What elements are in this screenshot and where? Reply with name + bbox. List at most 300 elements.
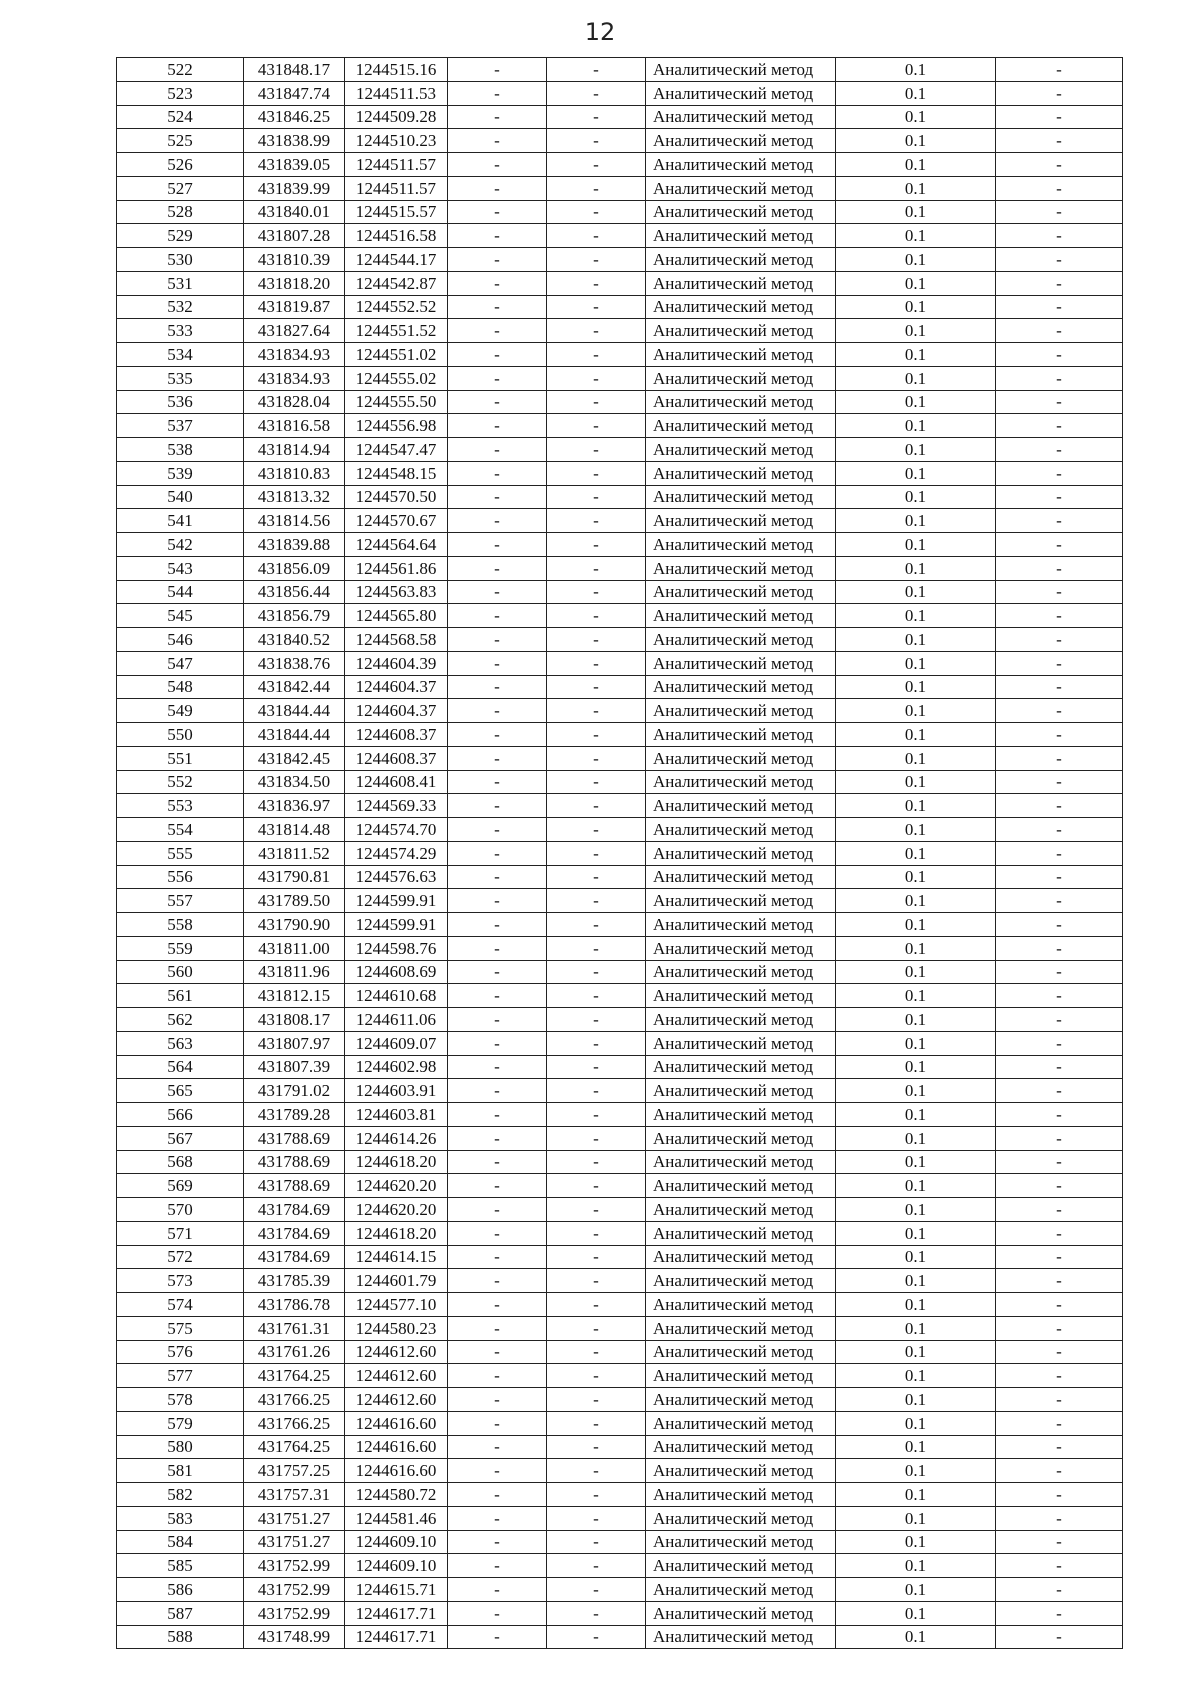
blank-cell-1: - xyxy=(448,984,547,1008)
y-coordinate-cell: 1244510.23 xyxy=(345,129,448,153)
point-number-cell: 577 xyxy=(117,1364,244,1388)
x-coordinate-cell: 431766.25 xyxy=(244,1388,345,1412)
description-cell: - xyxy=(996,746,1123,770)
method-cell: Аналитический метод xyxy=(646,746,836,770)
table-row xyxy=(117,794,1123,818)
blank-cell-1: - xyxy=(448,343,547,367)
point-number-cell: 556 xyxy=(117,865,244,889)
accuracy-cell: 0.1 xyxy=(836,224,996,248)
accuracy-cell: 0.1 xyxy=(836,81,996,105)
description-cell: - xyxy=(996,176,1123,200)
blank-cell-1: - xyxy=(448,81,547,105)
point-number-cell: 581 xyxy=(117,1459,244,1483)
table-row xyxy=(117,295,1123,319)
blank-cell-2: - xyxy=(547,295,646,319)
accuracy-cell: 0.1 xyxy=(836,936,996,960)
method-cell: Аналитический метод xyxy=(646,1340,836,1364)
accuracy-cell: 0.1 xyxy=(836,1364,996,1388)
blank-cell-2: - xyxy=(547,1055,646,1079)
method-cell: Аналитический метод xyxy=(646,366,836,390)
method-cell: Аналитический метод xyxy=(646,129,836,153)
blank-cell-2: - xyxy=(547,1079,646,1103)
y-coordinate-cell: 1244603.81 xyxy=(345,1103,448,1127)
table-row xyxy=(117,699,1123,723)
blank-cell-2: - xyxy=(547,580,646,604)
description-cell: - xyxy=(996,1198,1123,1222)
y-coordinate-cell: 1244609.07 xyxy=(345,1031,448,1055)
description-cell: - xyxy=(996,1483,1123,1507)
point-number-cell: 584 xyxy=(117,1530,244,1554)
point-number-cell: 564 xyxy=(117,1055,244,1079)
method-cell: Аналитический метод xyxy=(646,224,836,248)
point-number-cell: 566 xyxy=(117,1103,244,1127)
y-coordinate-cell: 1244601.79 xyxy=(345,1269,448,1293)
description-cell: - xyxy=(996,1364,1123,1388)
x-coordinate-cell: 431846.25 xyxy=(244,105,345,129)
y-coordinate-cell: 1244599.91 xyxy=(345,889,448,913)
x-coordinate-cell: 431752.99 xyxy=(244,1601,345,1625)
blank-cell-1: - xyxy=(448,248,547,272)
x-coordinate-cell: 431766.25 xyxy=(244,1411,345,1435)
accuracy-cell: 0.1 xyxy=(836,1340,996,1364)
x-coordinate-cell: 431790.90 xyxy=(244,913,345,937)
blank-cell-1: - xyxy=(448,485,547,509)
point-number-cell: 554 xyxy=(117,818,244,842)
description-cell: - xyxy=(996,1554,1123,1578)
point-number-cell: 587 xyxy=(117,1601,244,1625)
point-number-cell: 527 xyxy=(117,176,244,200)
accuracy-cell: 0.1 xyxy=(836,651,996,675)
y-coordinate-cell: 1244565.80 xyxy=(345,604,448,628)
point-number-cell: 526 xyxy=(117,153,244,177)
blank-cell-1: - xyxy=(448,818,547,842)
accuracy-cell: 0.1 xyxy=(836,1174,996,1198)
description-cell: - xyxy=(996,1578,1123,1602)
accuracy-cell: 0.1 xyxy=(836,1198,996,1222)
description-cell: - xyxy=(996,1411,1123,1435)
method-cell: Аналитический метод xyxy=(646,248,836,272)
description-cell: - xyxy=(996,841,1123,865)
y-coordinate-cell: 1244618.20 xyxy=(345,1150,448,1174)
description-cell: - xyxy=(996,1103,1123,1127)
blank-cell-1: - xyxy=(448,509,547,533)
point-number-cell: 578 xyxy=(117,1388,244,1412)
blank-cell-2: - xyxy=(547,509,646,533)
blank-cell-2: - xyxy=(547,1554,646,1578)
accuracy-cell: 0.1 xyxy=(836,200,996,224)
point-number-cell: 528 xyxy=(117,200,244,224)
accuracy-cell: 0.1 xyxy=(836,604,996,628)
accuracy-cell: 0.1 xyxy=(836,770,996,794)
table-row xyxy=(117,1221,1123,1245)
description-cell: - xyxy=(996,1293,1123,1317)
point-number-cell: 573 xyxy=(117,1269,244,1293)
point-number-cell: 563 xyxy=(117,1031,244,1055)
description-cell: - xyxy=(996,1008,1123,1032)
description-cell: - xyxy=(996,390,1123,414)
description-cell: - xyxy=(996,1126,1123,1150)
method-cell: Аналитический метод xyxy=(646,1293,836,1317)
table-row xyxy=(117,1269,1123,1293)
point-number-cell: 553 xyxy=(117,794,244,818)
method-cell: Аналитический метод xyxy=(646,1269,836,1293)
blank-cell-2: - xyxy=(547,604,646,628)
y-coordinate-cell: 1244569.33 xyxy=(345,794,448,818)
method-cell: Аналитический метод xyxy=(646,1198,836,1222)
x-coordinate-cell: 431784.69 xyxy=(244,1221,345,1245)
point-number-cell: 531 xyxy=(117,271,244,295)
blank-cell-2: - xyxy=(547,936,646,960)
point-number-cell: 582 xyxy=(117,1483,244,1507)
point-number-cell: 525 xyxy=(117,129,244,153)
x-coordinate-cell: 431810.39 xyxy=(244,248,345,272)
blank-cell-1: - xyxy=(448,1079,547,1103)
description-cell: - xyxy=(996,865,1123,889)
blank-cell-2: - xyxy=(547,1103,646,1127)
method-cell: Аналитический метод xyxy=(646,1364,836,1388)
description-cell: - xyxy=(996,1316,1123,1340)
table-row xyxy=(117,1388,1123,1412)
accuracy-cell: 0.1 xyxy=(836,675,996,699)
point-number-cell: 567 xyxy=(117,1126,244,1150)
description-cell: - xyxy=(996,580,1123,604)
method-cell: Аналитический метод xyxy=(646,1578,836,1602)
table-row xyxy=(117,770,1123,794)
table-row xyxy=(117,485,1123,509)
blank-cell-1: - xyxy=(448,58,547,82)
blank-cell-2: - xyxy=(547,865,646,889)
table-row xyxy=(117,533,1123,557)
y-coordinate-cell: 1244564.64 xyxy=(345,533,448,557)
table-row xyxy=(117,461,1123,485)
description-cell: - xyxy=(996,699,1123,723)
point-number-cell: 551 xyxy=(117,746,244,770)
blank-cell-1: - xyxy=(448,1388,547,1412)
blank-cell-1: - xyxy=(448,1625,547,1649)
blank-cell-2: - xyxy=(547,390,646,414)
table-row xyxy=(117,936,1123,960)
blank-cell-2: - xyxy=(547,1601,646,1625)
x-coordinate-cell: 431844.44 xyxy=(244,723,345,747)
table-row xyxy=(117,1340,1123,1364)
blank-cell-2: - xyxy=(547,1293,646,1317)
method-cell: Аналитический метод xyxy=(646,58,836,82)
y-coordinate-cell: 1244574.29 xyxy=(345,841,448,865)
blank-cell-2: - xyxy=(547,224,646,248)
accuracy-cell: 0.1 xyxy=(836,628,996,652)
blank-cell-2: - xyxy=(547,1483,646,1507)
blank-cell-1: - xyxy=(448,153,547,177)
point-number-cell: 538 xyxy=(117,438,244,462)
table-row xyxy=(117,414,1123,438)
blank-cell-2: - xyxy=(547,58,646,82)
accuracy-cell: 0.1 xyxy=(836,1435,996,1459)
y-coordinate-cell: 1244611.06 xyxy=(345,1008,448,1032)
method-cell: Аналитический метод xyxy=(646,1554,836,1578)
y-coordinate-cell: 1244608.37 xyxy=(345,723,448,747)
table-row xyxy=(117,1459,1123,1483)
blank-cell-1: - xyxy=(448,746,547,770)
method-cell: Аналитический метод xyxy=(646,271,836,295)
point-number-cell: 529 xyxy=(117,224,244,248)
point-number-cell: 559 xyxy=(117,936,244,960)
blank-cell-1: - xyxy=(448,1578,547,1602)
y-coordinate-cell: 1244577.10 xyxy=(345,1293,448,1317)
blank-cell-2: - xyxy=(547,485,646,509)
x-coordinate-cell: 431834.93 xyxy=(244,366,345,390)
table-row xyxy=(117,818,1123,842)
y-coordinate-cell: 1244620.20 xyxy=(345,1174,448,1198)
point-number-cell: 562 xyxy=(117,1008,244,1032)
x-coordinate-cell: 431816.58 xyxy=(244,414,345,438)
blank-cell-2: - xyxy=(547,1578,646,1602)
y-coordinate-cell: 1244599.91 xyxy=(345,913,448,937)
description-cell: - xyxy=(996,1388,1123,1412)
blank-cell-1: - xyxy=(448,865,547,889)
table-row xyxy=(117,58,1123,82)
y-coordinate-cell: 1244608.41 xyxy=(345,770,448,794)
accuracy-cell: 0.1 xyxy=(836,509,996,533)
blank-cell-1: - xyxy=(448,1150,547,1174)
accuracy-cell: 0.1 xyxy=(836,1245,996,1269)
y-coordinate-cell: 1244551.02 xyxy=(345,343,448,367)
table-row xyxy=(117,1625,1123,1649)
method-cell: Аналитический метод xyxy=(646,1221,836,1245)
method-cell: Аналитический метод xyxy=(646,390,836,414)
description-cell: - xyxy=(996,295,1123,319)
method-cell: Аналитический метод xyxy=(646,461,836,485)
blank-cell-1: - xyxy=(448,1601,547,1625)
method-cell: Аналитический метод xyxy=(646,960,836,984)
table-row xyxy=(117,1079,1123,1103)
method-cell: Аналитический метод xyxy=(646,865,836,889)
description-cell: - xyxy=(996,485,1123,509)
blank-cell-1: - xyxy=(448,1103,547,1127)
point-number-cell: 524 xyxy=(117,105,244,129)
accuracy-cell: 0.1 xyxy=(836,533,996,557)
y-coordinate-cell: 1244551.52 xyxy=(345,319,448,343)
method-cell: Аналитический метод xyxy=(646,1008,836,1032)
description-cell: - xyxy=(996,1221,1123,1245)
method-cell: Аналитический метод xyxy=(646,794,836,818)
accuracy-cell: 0.1 xyxy=(836,1293,996,1317)
blank-cell-1: - xyxy=(448,1126,547,1150)
blank-cell-1: - xyxy=(448,224,547,248)
point-number-cell: 569 xyxy=(117,1174,244,1198)
blank-cell-2: - xyxy=(547,81,646,105)
x-coordinate-cell: 431838.76 xyxy=(244,651,345,675)
accuracy-cell: 0.1 xyxy=(836,1459,996,1483)
y-coordinate-cell: 1244511.53 xyxy=(345,81,448,105)
table-row xyxy=(117,153,1123,177)
y-coordinate-cell: 1244570.67 xyxy=(345,509,448,533)
y-coordinate-cell: 1244612.60 xyxy=(345,1388,448,1412)
x-coordinate-cell: 431834.93 xyxy=(244,343,345,367)
blank-cell-1: - xyxy=(448,1340,547,1364)
y-coordinate-cell: 1244511.57 xyxy=(345,153,448,177)
blank-cell-2: - xyxy=(547,461,646,485)
x-coordinate-cell: 431840.52 xyxy=(244,628,345,652)
x-coordinate-cell: 431844.44 xyxy=(244,699,345,723)
blank-cell-2: - xyxy=(547,153,646,177)
blank-cell-1: - xyxy=(448,723,547,747)
coordinates-table xyxy=(116,57,1123,1649)
description-cell: - xyxy=(996,1625,1123,1649)
table-row xyxy=(117,438,1123,462)
description-cell: - xyxy=(996,628,1123,652)
point-number-cell: 580 xyxy=(117,1435,244,1459)
accuracy-cell: 0.1 xyxy=(836,865,996,889)
point-number-cell: 586 xyxy=(117,1578,244,1602)
point-number-cell: 539 xyxy=(117,461,244,485)
description-cell: - xyxy=(996,319,1123,343)
description-cell: - xyxy=(996,1245,1123,1269)
accuracy-cell: 0.1 xyxy=(836,1316,996,1340)
description-cell: - xyxy=(996,153,1123,177)
accuracy-cell: 0.1 xyxy=(836,960,996,984)
blank-cell-2: - xyxy=(547,1221,646,1245)
blank-cell-1: - xyxy=(448,200,547,224)
blank-cell-2: - xyxy=(547,1388,646,1412)
blank-cell-1: - xyxy=(448,794,547,818)
accuracy-cell: 0.1 xyxy=(836,1506,996,1530)
description-cell: - xyxy=(996,770,1123,794)
method-cell: Аналитический метод xyxy=(646,81,836,105)
table-row xyxy=(117,1578,1123,1602)
blank-cell-1: - xyxy=(448,1506,547,1530)
point-number-cell: 542 xyxy=(117,533,244,557)
method-cell: Аналитический метод xyxy=(646,1079,836,1103)
x-coordinate-cell: 431788.69 xyxy=(244,1126,345,1150)
blank-cell-1: - xyxy=(448,841,547,865)
y-coordinate-cell: 1244576.63 xyxy=(345,865,448,889)
table-row xyxy=(117,1198,1123,1222)
blank-cell-1: - xyxy=(448,390,547,414)
method-cell: Аналитический метод xyxy=(646,1174,836,1198)
x-coordinate-cell: 431788.69 xyxy=(244,1174,345,1198)
description-cell: - xyxy=(996,533,1123,557)
accuracy-cell: 0.1 xyxy=(836,1031,996,1055)
accuracy-cell: 0.1 xyxy=(836,485,996,509)
method-cell: Аналитический метод xyxy=(646,533,836,557)
table-row xyxy=(117,651,1123,675)
table-row xyxy=(117,604,1123,628)
blank-cell-2: - xyxy=(547,770,646,794)
description-cell: - xyxy=(996,1150,1123,1174)
blank-cell-2: - xyxy=(547,1435,646,1459)
accuracy-cell: 0.1 xyxy=(836,105,996,129)
y-coordinate-cell: 1244604.37 xyxy=(345,675,448,699)
x-coordinate-cell: 431808.17 xyxy=(244,1008,345,1032)
x-coordinate-cell: 431761.26 xyxy=(244,1340,345,1364)
x-coordinate-cell: 431751.27 xyxy=(244,1530,345,1554)
y-coordinate-cell: 1244610.68 xyxy=(345,984,448,1008)
x-coordinate-cell: 431810.83 xyxy=(244,461,345,485)
blank-cell-1: - xyxy=(448,271,547,295)
table-row xyxy=(117,224,1123,248)
x-coordinate-cell: 431791.02 xyxy=(244,1079,345,1103)
y-coordinate-cell: 1244542.87 xyxy=(345,271,448,295)
point-number-cell: 579 xyxy=(117,1411,244,1435)
table-row xyxy=(117,176,1123,200)
point-number-cell: 530 xyxy=(117,248,244,272)
blank-cell-2: - xyxy=(547,723,646,747)
point-number-cell: 532 xyxy=(117,295,244,319)
accuracy-cell: 0.1 xyxy=(836,1126,996,1150)
description-cell: - xyxy=(996,1506,1123,1530)
description-cell: - xyxy=(996,1079,1123,1103)
blank-cell-2: - xyxy=(547,960,646,984)
blank-cell-1: - xyxy=(448,1198,547,1222)
blank-cell-2: - xyxy=(547,176,646,200)
blank-cell-1: - xyxy=(448,176,547,200)
table-row xyxy=(117,248,1123,272)
blank-cell-2: - xyxy=(547,533,646,557)
description-cell: - xyxy=(996,604,1123,628)
point-number-cell: 585 xyxy=(117,1554,244,1578)
description-cell: - xyxy=(996,509,1123,533)
blank-cell-1: - xyxy=(448,770,547,794)
blank-cell-2: - xyxy=(547,746,646,770)
method-cell: Аналитический метод xyxy=(646,1316,836,1340)
table-row xyxy=(117,1126,1123,1150)
y-coordinate-cell: 1244563.83 xyxy=(345,580,448,604)
description-cell: - xyxy=(996,58,1123,82)
y-coordinate-cell: 1244580.23 xyxy=(345,1316,448,1340)
accuracy-cell: 0.1 xyxy=(836,1388,996,1412)
table-row xyxy=(117,1174,1123,1198)
blank-cell-2: - xyxy=(547,1198,646,1222)
blank-cell-2: - xyxy=(547,1245,646,1269)
description-cell: - xyxy=(996,105,1123,129)
point-number-cell: 550 xyxy=(117,723,244,747)
table-row xyxy=(117,1530,1123,1554)
table-row xyxy=(117,1031,1123,1055)
x-coordinate-cell: 431836.97 xyxy=(244,794,345,818)
blank-cell-1: - xyxy=(448,1055,547,1079)
table-row xyxy=(117,343,1123,367)
accuracy-cell: 0.1 xyxy=(836,438,996,462)
table-row xyxy=(117,319,1123,343)
x-coordinate-cell: 431790.81 xyxy=(244,865,345,889)
point-number-cell: 537 xyxy=(117,414,244,438)
table-row xyxy=(117,841,1123,865)
description-cell: - xyxy=(996,366,1123,390)
point-number-cell: 574 xyxy=(117,1293,244,1317)
description-cell: - xyxy=(996,1055,1123,1079)
x-coordinate-cell: 431807.97 xyxy=(244,1031,345,1055)
point-number-cell: 523 xyxy=(117,81,244,105)
accuracy-cell: 0.1 xyxy=(836,818,996,842)
y-coordinate-cell: 1244614.15 xyxy=(345,1245,448,1269)
description-cell: - xyxy=(996,438,1123,462)
accuracy-cell: 0.1 xyxy=(836,1554,996,1578)
accuracy-cell: 0.1 xyxy=(836,841,996,865)
blank-cell-1: - xyxy=(448,651,547,675)
y-coordinate-cell: 1244617.71 xyxy=(345,1625,448,1649)
x-coordinate-cell: 431757.25 xyxy=(244,1459,345,1483)
method-cell: Аналитический метод xyxy=(646,818,836,842)
method-cell: Аналитический метод xyxy=(646,1506,836,1530)
accuracy-cell: 0.1 xyxy=(836,1269,996,1293)
y-coordinate-cell: 1244574.70 xyxy=(345,818,448,842)
accuracy-cell: 0.1 xyxy=(836,461,996,485)
blank-cell-2: - xyxy=(547,913,646,937)
y-coordinate-cell: 1244581.46 xyxy=(345,1506,448,1530)
method-cell: Аналитический метод xyxy=(646,1411,836,1435)
x-coordinate-cell: 431819.87 xyxy=(244,295,345,319)
blank-cell-2: - xyxy=(547,889,646,913)
